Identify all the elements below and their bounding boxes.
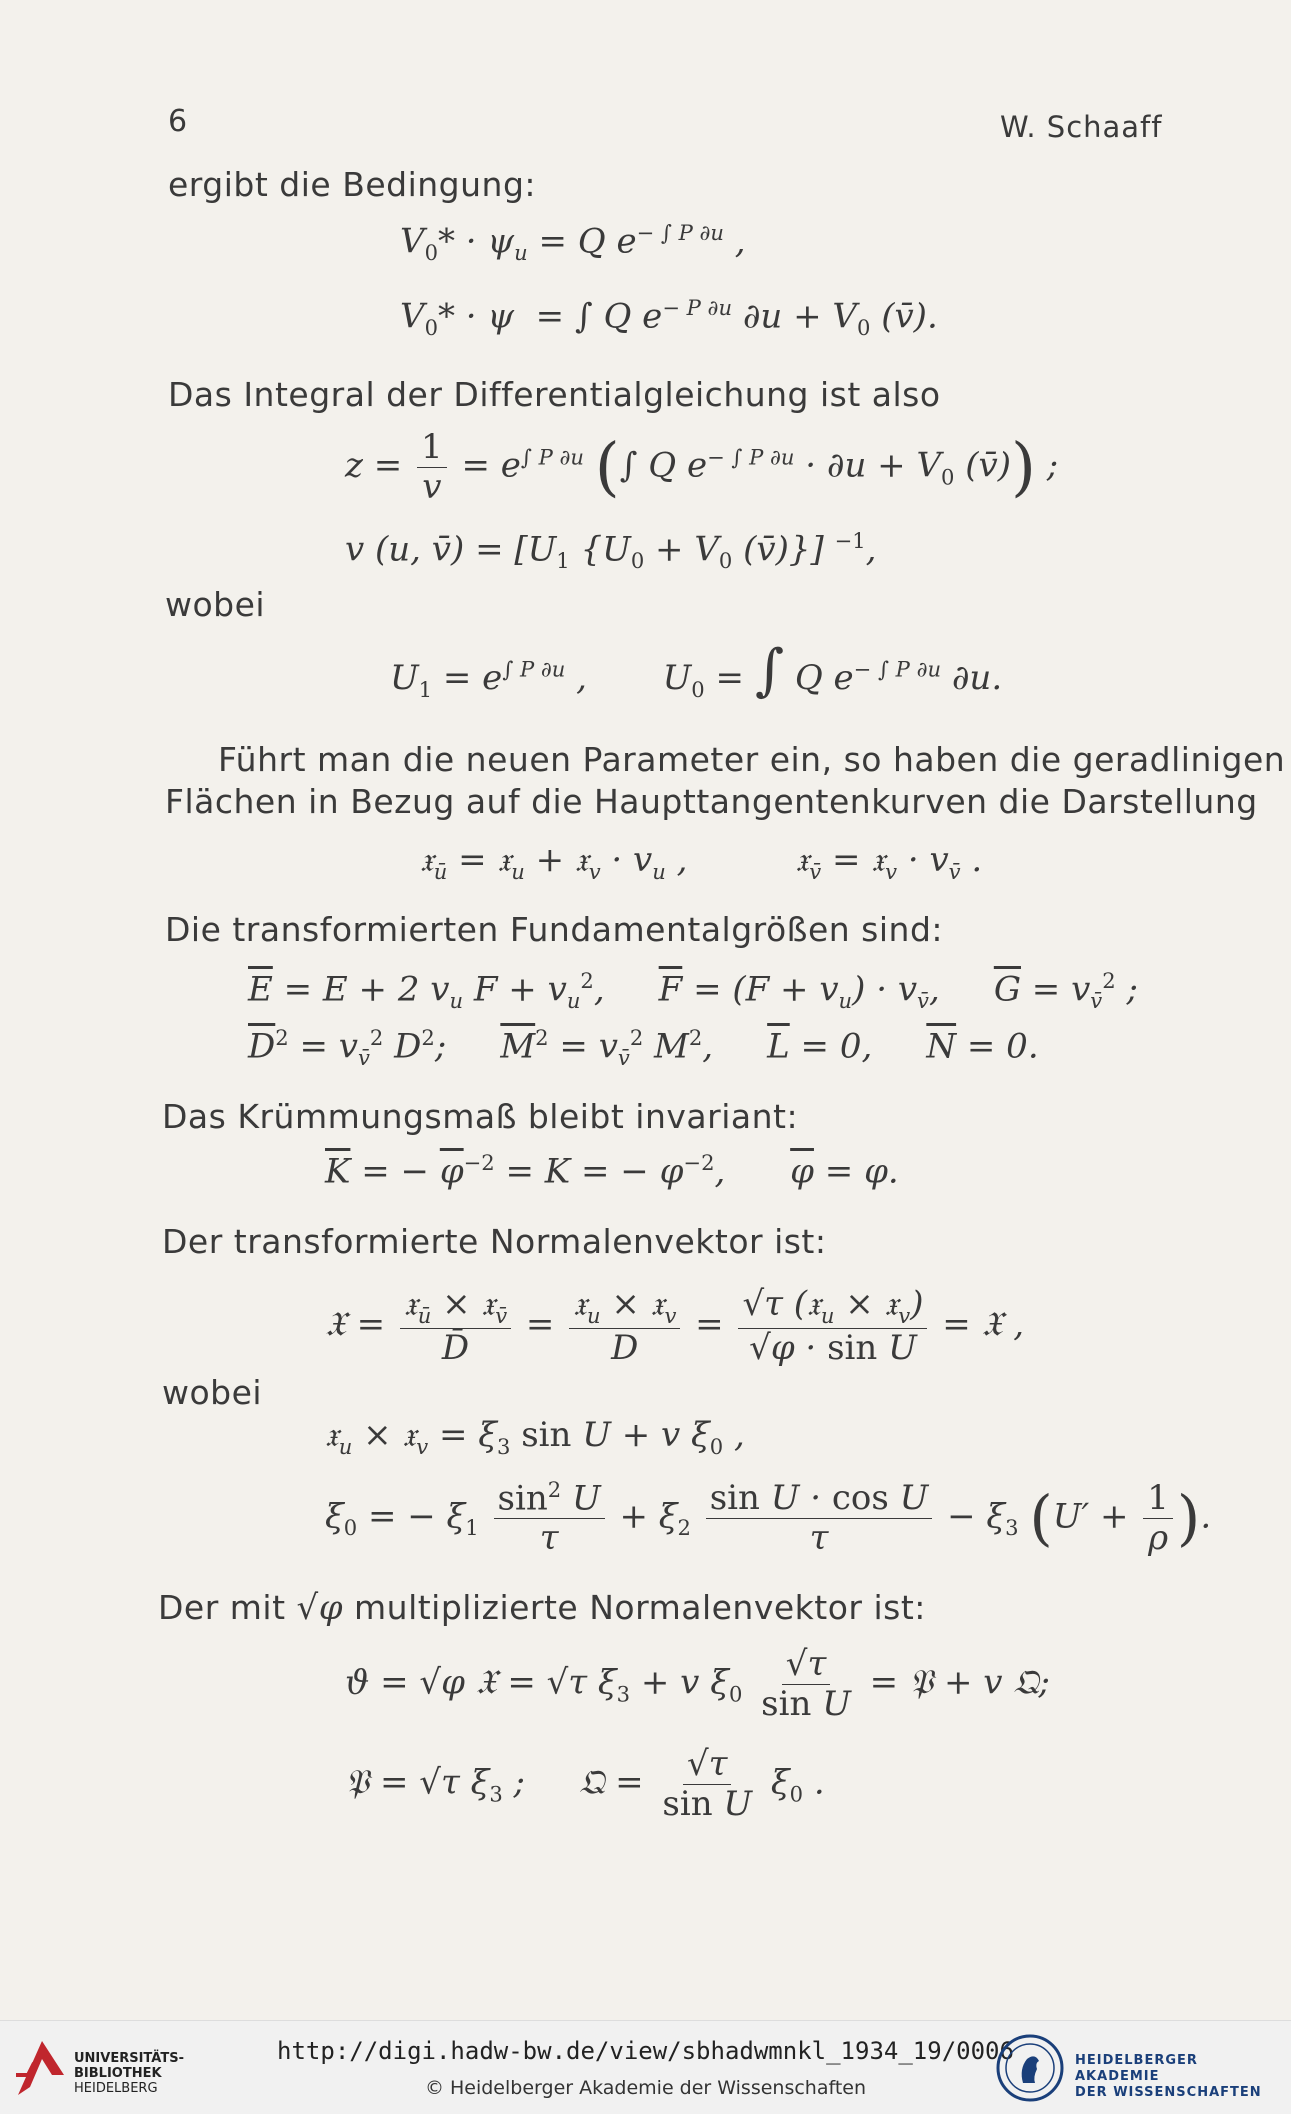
text-integral: Das Integral der Differentialgleichung ist also (168, 375, 941, 414)
academy-line-2: DER WISSENSCHAFTEN (1075, 2085, 1262, 2100)
equation-P-Q: 𝔓 = √τ $\xi_3$ ; 𝔔 = $\frac{√\tau}{\text{sin U}}$ $\xi_0$ . (345, 1744, 825, 1825)
text-normalenvektor: Der transformierte Normalenvektor ist: (162, 1222, 827, 1261)
logo-line-1: UNIVERSITÄTS- (74, 2051, 184, 2066)
logo-line-3: HEIDELBERG (74, 2081, 158, 2096)
text-multiplizierte: multiplizierte Normalenvektor ist: (354, 1588, 926, 1627)
logo-line-2: BIBLIOTHEK (74, 2066, 162, 2081)
equation-representation: 𝔵$_ū$ = 𝔵$_u$ + 𝔵$_v$ · $v_u$ , 𝔵$_{v̄}$ = 𝔵$_v$ · $v_{v̄}$ . (420, 840, 983, 884)
page-url[interactable]: http://digi.hadw-bw.de/view/sbhadwmnkl_1934_19/0006 (277, 2037, 1014, 2065)
equation-v: v (u, v̄) = [$U_1$ {$U_0 + V_0$ (v̄)}] $^{-1}$, (345, 528, 877, 574)
equation-fundamental-1: $\overline{E} = E + 2$ $v_u$ $F + v_u^2$, $\overline{F} = (F + v_u) \cdot v_{v̄}$, $\overline{G} = v_{v̄}^2$ ; (248, 968, 1138, 1014)
footer-bar (0, 2020, 1291, 2114)
academy-line-1: HEIDELBERGER AKADEMIE (1075, 2053, 1198, 2084)
equation-xi0: $\xi_0$ = − $\xi_1$ $\frac{\sin^2 U}{\tau}$ + $\xi_2$ $\frac{\text{sin U · cos U}}{\tau}$ − $\xi_3$ (U′ + $\frac{1}{\rho}$ ). (325, 1477, 1212, 1559)
copyright: © Heidelberger Akademie der Wissenschaften (424, 2077, 867, 2099)
text-wobei-2: wobei (162, 1373, 263, 1412)
running-head-author: W. Schaaff (1000, 110, 1163, 144)
text-kruemmung: Das Krümmungsmaß bleibt invariant: (162, 1097, 799, 1136)
equation-normal-vector: 𝔛 = $\frac{𝔵_ū \times 𝔵_{v̄}}{D̄}$ = $\frac{𝔵_u \times 𝔵_v}{D}$ = $\frac{√\tau (𝔵_u \times 𝔵_v)}{\text{√φ · sin U}}$ = 𝔛 , (325, 1284, 1025, 1369)
text-ergibt: ergibt die Bedingung: (168, 165, 537, 204)
text-fuehrt-1: Führt man die neuen Parameter ein, so haben die geradlinigen (218, 740, 1286, 779)
sqrt-phi: √φ (296, 1588, 344, 1628)
text-der-mit: Der mit (158, 1588, 286, 1627)
equation-condition-2: $V_0* \cdot \psi$ = ∫ Q $e^{- P \partial u}$ $\partial u + V_0$ (v̄). (400, 295, 938, 341)
text-multipliziert (158, 1588, 926, 1628)
equation-fundamental-2: $\overline{D}^2 = v_{v̄}^2$ $D^2$; $\overline{M}^2 = v_{v̄}^2$ $M^2$, $\overline{L} = 0$, $\overline{N} = 0$. (248, 1025, 1039, 1071)
equation-theta: ϑ = √φ 𝔛 = √τ $\xi_3 + v$ $\xi_0$ $\frac{√\tau}{\text{sin U}}$ = 𝔓 + v 𝔔; (345, 1644, 1050, 1725)
equation-z: z = $\frac{1}{v}$ = $e^{\int P \partial u}$ (∫ Q $e^{- \int P \partial u} \cdot \partial u + V_0$ (v̄)) ; (345, 427, 1059, 508)
page-number: 6 (168, 104, 188, 139)
equation-condition-1: $V_0* \cdot \psi_u = Q$ $e^{- \int P \partial u}$ , (400, 220, 746, 266)
text-fuehrt-2: Flächen in Bezug auf die Haupttangentenkurven die Darstellung (165, 782, 1258, 821)
academy-seal-icon (995, 2033, 1065, 2103)
equation-cross-product: 𝔵$_u$ × 𝔵$_v$ = $\xi_3$ sin U + v $\xi_0$ , (325, 1415, 745, 1459)
text-fundamental: Die transformierten Fundamentalgrößen sind: (165, 910, 944, 949)
academy-logo[interactable] (995, 2027, 1285, 2109)
text-wobei-1: wobei (165, 585, 266, 624)
equation-curvature: $\overline{K}$ = − $\overline{\varphi}^{-2} = K$ = − $\varphi^{-2}$, $\overline{\varphi} = \varphi$. (325, 1150, 899, 1192)
equation-U1-U0: $U_1 = e^{\int P \partial u}$ , $U_0$ = ∫ Q $e^{- \int P \partial u}$ ∂u. (390, 638, 1003, 703)
